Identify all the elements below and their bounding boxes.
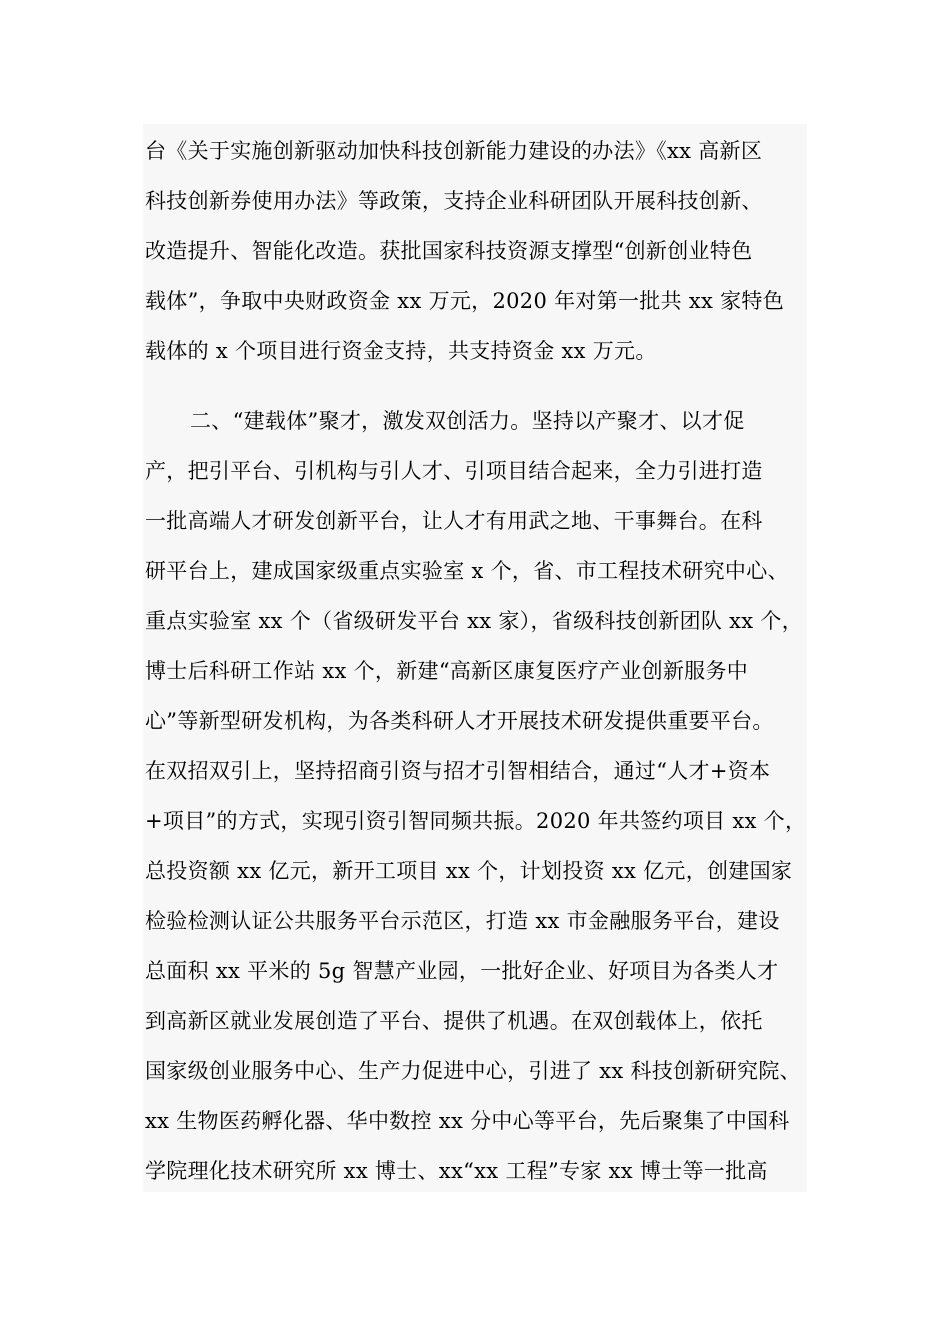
paragraph-1-line: 载体的 x 个项目进行资金支持，共支持资金 xx 万元。 bbox=[145, 339, 657, 363]
paragraph-1-line: 台《关于实施创新驱动加快科技创新能力建设的办法》《xx 高新区 bbox=[145, 139, 763, 163]
paragraph-2-line: 产，把引平台、引机构与引人才、引项目结合起来，全力引进打造 bbox=[145, 459, 763, 483]
paragraph-2-line: 一批高端人才研发创新平台，让人才有用武之地、干事舞台。在科 bbox=[145, 509, 763, 533]
paragraph-2-line: 心”等新型研发机构，为各类科研人才开展技术研发提供重要平台。 bbox=[145, 709, 774, 733]
paragraph-2-line: 在双招双引上，坚持招商引资与招才引智相结合，通过“人才+资本 bbox=[145, 759, 771, 783]
paragraph-2-line: xx 生物医药孵化器、华中数控 xx 分中心等平台，先后聚集了中国科 bbox=[145, 1109, 790, 1133]
paragraph-2-line: 到高新区就业发展创造了平台、提供了机遇。在双创载体上，依托 bbox=[145, 1009, 763, 1033]
paragraph-1-line: 载体”，争取中央财政资金 xx 万元，2020 年对第一批共 xx 家特色 bbox=[145, 289, 785, 313]
paragraph-2-line: 博士后科研工作站 xx 个，新建“高新区康复医疗产业创新服务中 bbox=[145, 659, 749, 683]
paragraph-2-line: 总面积 xx 平米的 5g 智慧产业园，一批好企业、好项目为各类人才 bbox=[145, 959, 779, 983]
paragraph-2-line: +项目”的方式，实现引资引智同频共振。2020 年共签约项目 xx 个， bbox=[145, 809, 807, 833]
paragraph-2-line: 检验检测认证公共服务平台示范区，打造 xx 市金融服务平台，建设 bbox=[145, 909, 780, 933]
paragraph-2-line: 总投资额 xx 亿元，新开工项目 xx 个，计划投资 xx 亿元，创建国家 bbox=[145, 859, 793, 883]
paragraph-1-line: 科技创新券使用办法》等政策，支持企业科研团队开展科技创新、 bbox=[145, 189, 763, 213]
paragraph-2-line: 学院理化技术研究所 xx 博士、xx“xx 工程”专家 xx 博士等一批高 bbox=[145, 1159, 768, 1183]
paragraph-2-line: 重点实验室 xx 个（省级研发平台 xx 家），省级科技创新团队 xx 个， bbox=[145, 609, 804, 633]
paragraph-2-line: 研平台上，建成国家级重点实验室 x 个，省、市工程技术研究中心、 bbox=[145, 559, 789, 583]
paragraph-1-line: 改造提升、智能化改造。获批国家科技资源支撑型“创新创业特色 bbox=[145, 239, 753, 263]
paragraph-2-line: 国家级创业服务中心、生产力促进中心，引进了 xx 科技创新研究院、 bbox=[145, 1059, 801, 1083]
paragraph-2-line: 二、“建载体”聚才，激发双创活力。坚持以产聚才、以才促 bbox=[190, 409, 745, 433]
